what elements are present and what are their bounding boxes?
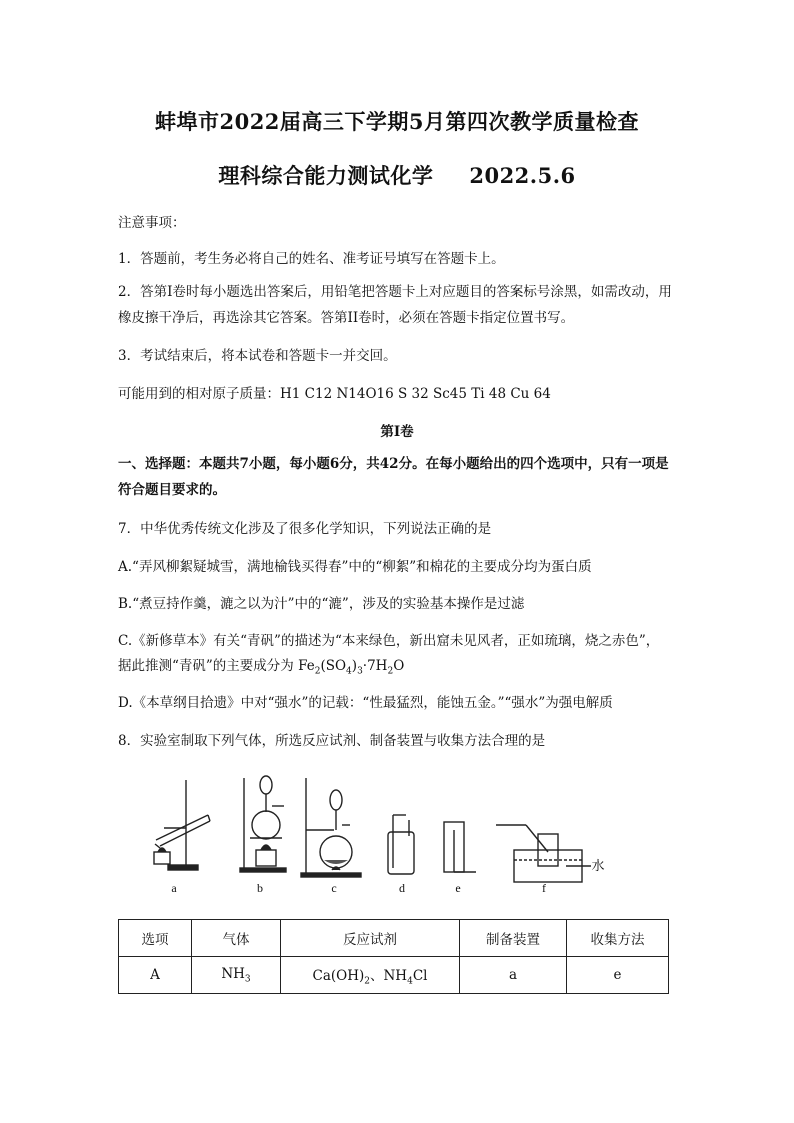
col-option: 选项 (119, 920, 192, 957)
q7-option-c-line2: 据此推测“青矾”的主要成分为 $Fe_2(SO_4)_3\cdot 7H_2O$ (118, 658, 405, 677)
section-instruction: 一、选择题：本题共7小题，每小题6分，共42分。在每小题给出的四个选项中，只有一项是符合题目要求的。 (118, 456, 669, 498)
apparatus-a (154, 780, 210, 870)
exam-date: 2022.5.6 (469, 163, 576, 188)
col-reagent: 反应试剂 (281, 920, 460, 957)
row-option: A (119, 957, 192, 994)
col-collection: 收集方法 (567, 920, 669, 957)
label-f: f (542, 881, 546, 895)
label-e: e (455, 881, 461, 895)
label-b: b (257, 881, 263, 895)
apparatus-b (240, 776, 286, 872)
subject-title: 理科综合能力测试化学 (218, 163, 434, 188)
table-row (119, 957, 669, 994)
question-8-stem: 8．实验室制取下列气体，所选反应试剂、制备装置与收集方法合理的是 (118, 733, 546, 749)
col-gas: 气体 (192, 920, 281, 957)
note-item-3: 3．考试结束后，将本试卷和答题卡一并交回。 (118, 348, 397, 364)
exam-title: 蚌埠市2022届高三下学期5月第四次教学质量检查 (154, 109, 640, 134)
col-device: 制备装置 (460, 920, 567, 957)
apparatus-d (388, 815, 414, 874)
apparatus-f (496, 825, 591, 882)
q7-option-d: D.《本草纲目拾遗》中对“强水”的记载：“性最猛烈，能蚀五金。”“强水”为强电解质 (118, 695, 613, 711)
apparatus-figure (146, 770, 606, 900)
q7-option-c-line1: C.《新修草本》有关“青矾”的描述为“本来绿色，新出窟未见风者，正如琉璃，烧之赤色”， (118, 633, 660, 649)
label-water: 水 (591, 858, 605, 873)
apparatus-e (444, 822, 476, 872)
note-item-2: 2．答第I卷时每小题选出答案后，用铅笔把答题卡上对应题目的答案标号涂黑，如需改动，用橡皮擦干净后，再选涂其它答案。答第II卷时，必须在答题卡指定位置书写。 (118, 284, 672, 326)
q7-option-b: B.“煮豆持作羹，漉之以为汁”中的“漉”，涉及的实验基本操作是过滤 (118, 596, 525, 612)
apparatus-c (301, 778, 361, 877)
volume-heading: 第I卷 (380, 424, 414, 440)
exam-subtitle (0, 160, 794, 190)
apparatus-diagram (146, 770, 606, 900)
row-gas: $NH_3$ (192, 957, 281, 994)
row-device: a (460, 957, 567, 994)
options-table (118, 919, 669, 994)
label-a: a (171, 881, 177, 895)
notes-heading: 注意事项： (118, 215, 186, 231)
atomic-mass-note: 可能用到的相对原子质量：H1 C12 N14O16 S 32 Sc45 Ti 48 Cu 64 (118, 386, 551, 402)
note-item-1: 1．答题前，考生务必将自己的姓名、准考证号填写在答题卡上。 (118, 251, 505, 267)
label-d: d (399, 881, 405, 895)
q7-option-a: A.“弄风柳絮疑城雪，满地榆钱买得春”中的“柳絮”和棉花的主要成分均为蛋白质 (118, 559, 592, 575)
question-7-stem: 7．中华优秀传统文化涉及了很多化学知识，下列说法正确的是 (118, 521, 492, 537)
table-header-row (119, 920, 669, 957)
row-reagent: $Ca(OH)_2$、$NH_4Cl$ (281, 957, 460, 994)
row-collection: e (567, 957, 669, 994)
label-c: c (331, 881, 337, 895)
